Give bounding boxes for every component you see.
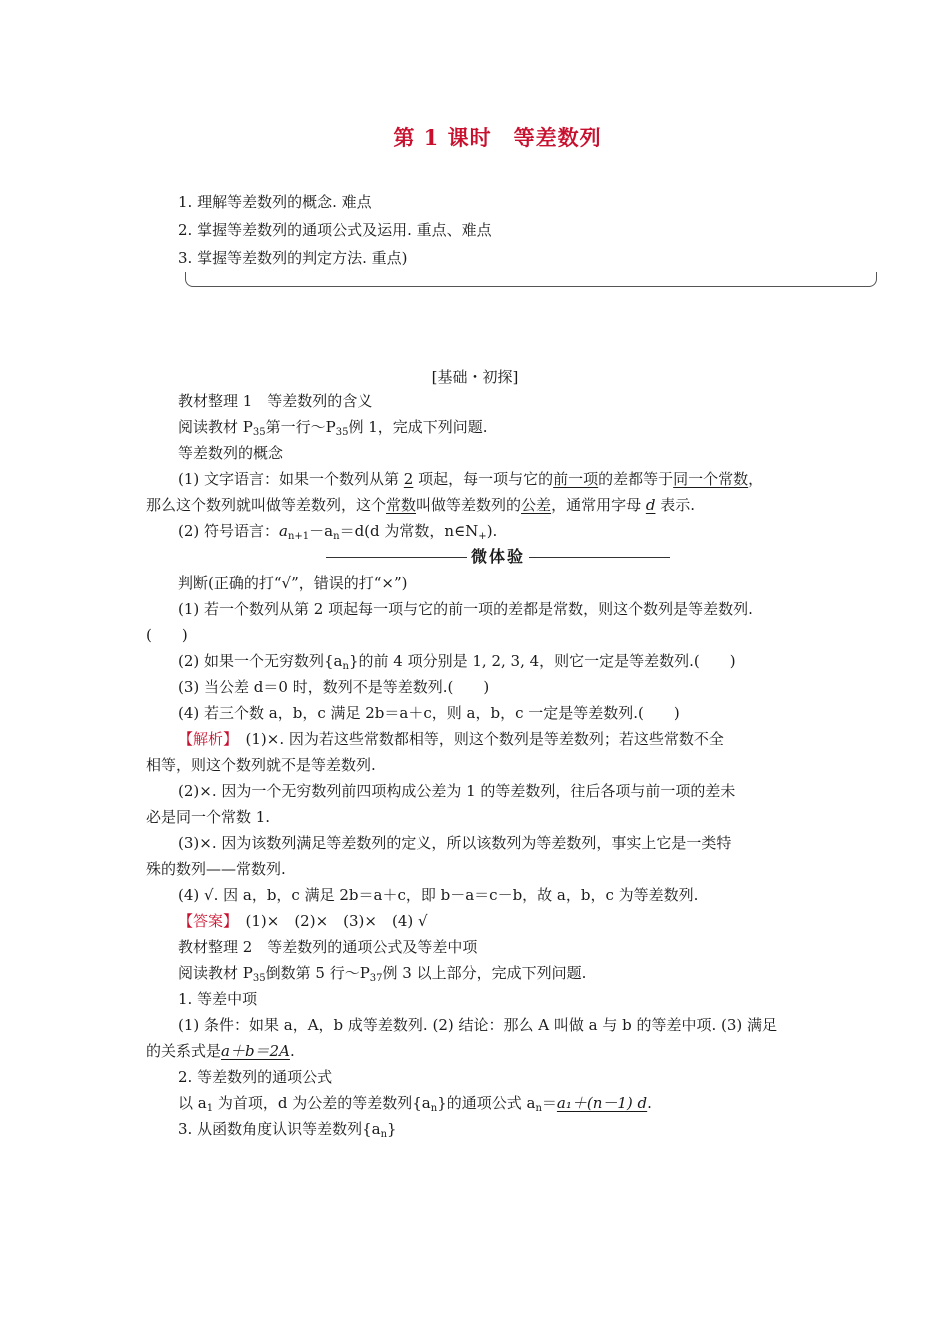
section-tag: [基础・初探] [431,368,519,386]
objective-item: 3. 掌握等差数列的判定方法. 重点) [178,249,408,267]
section-heading: 教材整理 1 等差数列的含义 [178,392,373,410]
objectives-bracket [185,272,877,287]
concept-heading: 等差数列的概念 [178,444,284,462]
exercise-question: (3) 当公差 d＝0 时，数列不是等差数列.( ) [178,678,490,696]
answer-line: 【答案】 (1)× (2)× (3)× (4) √ [178,912,428,930]
analysis-line-cont: 殊的数列——常数列. [146,860,286,878]
exercise-question: (1) 若一个数列从第 2 项起每一项与它的前一项的差都是常数，则这个数列是等差数列. [178,600,753,618]
analysis-line: (2)×. 因为一个无穷数列前四项构成公差为 1 的等差数列，往后各项与前一项的差未 [178,782,736,800]
micro-experience-divider [178,544,818,570]
body-text-cont: 的关系式是a＋b＝2A. [146,1042,295,1060]
objective-item: 1. 理解等差数列的概念. 难点 [178,193,372,211]
exercise-question: (4) 若三个数 a，b，c 满足 2b＝a＋c，则 a，b，c 一定是等差数列.( ) [178,704,680,722]
answer-tag: 【答案】 [178,912,231,930]
analysis-tag: 【解析】 [178,730,231,748]
definition-text-cont: 那么这个数列就叫做等差数列，这个常数叫做等差数列的公差，通常用字母 d 表示. [146,496,695,514]
analysis-line: (4) √. 因 a，b，c 满足 2b＝a＋c，即 b－a＝c－b，故 a，b，c 为等差数列. [178,886,699,904]
subsection-heading: 3. 从函数角度认识等差数列$\{a_n\}$ [178,1120,397,1140]
body-text: 以 $a_1$ 为首项，d 为公差的等差数列$\{a_n\}$的通项公式 $a_n=a_1+(n-1)$ d. [178,1094,652,1114]
subsection-heading: 2. 等差数列的通项公式 [178,1068,333,1086]
reading-note: 阅读教材 $P_{35}$倒数第 5 行$\sim P_{37}$例 3 以上部分，完成下列问题. [178,964,587,984]
analysis-line: (3)×. 因为该数列满足等差数列的定义，所以该数列为等差数列，事实上它是一类特 [178,834,732,852]
analysis-line: 【解析】 (1)×. 因为若这些常数都相等，则这个数列是等差数列；若这些常数不全 [178,730,724,748]
subsection-heading: 1. 等差中项 [178,990,258,1008]
symbolic-definition: (2) 符号语言：$a_{n+1}-a_n=d(d$ 为常数，$n\in N_+$). [178,522,498,542]
learning-objectives [178,188,878,272]
analysis-line-cont: 相等，则这个数列就不是等差数列. [146,756,376,774]
divider-label: 微体验 [467,547,529,566]
exercise-question-cont: ( ) [146,626,188,644]
objective-item: 2. 掌握等差数列的通项公式及运用. 重点、难点 [178,221,492,239]
exercise-intro: 判断(正确的打“√”，错误的打“×”) [178,574,408,592]
page-title: 第 1 课时 等差数列 [393,125,602,150]
analysis-line-cont: 必是同一个常数 1. [146,808,271,826]
section-heading: 教材整理 2 等差数列的通项公式及等差中项 [178,938,478,956]
definition-text: (1) 文字语言：如果一个数列从第 2 项起，每一项与它的前一项的差都等于同一个常数， [178,470,764,488]
main-content [146,388,818,1142]
body-text: (1) 条件：如果 a，A，b 成等差数列. (2) 结论：那么 A 叫做 a 与 b 的等差中项. (3) 满足 [178,1016,778,1034]
reading-note: 阅读教材 $P_{35}$第一行$\sim P_{35}$例 1，完成下列问题. [178,418,488,438]
exercise-question: (2) 如果一个无穷数列$\{a_n\}$的前 4 项分别是 1, 2, 3, 4，则它一定是等差数列.( ) [178,652,736,672]
